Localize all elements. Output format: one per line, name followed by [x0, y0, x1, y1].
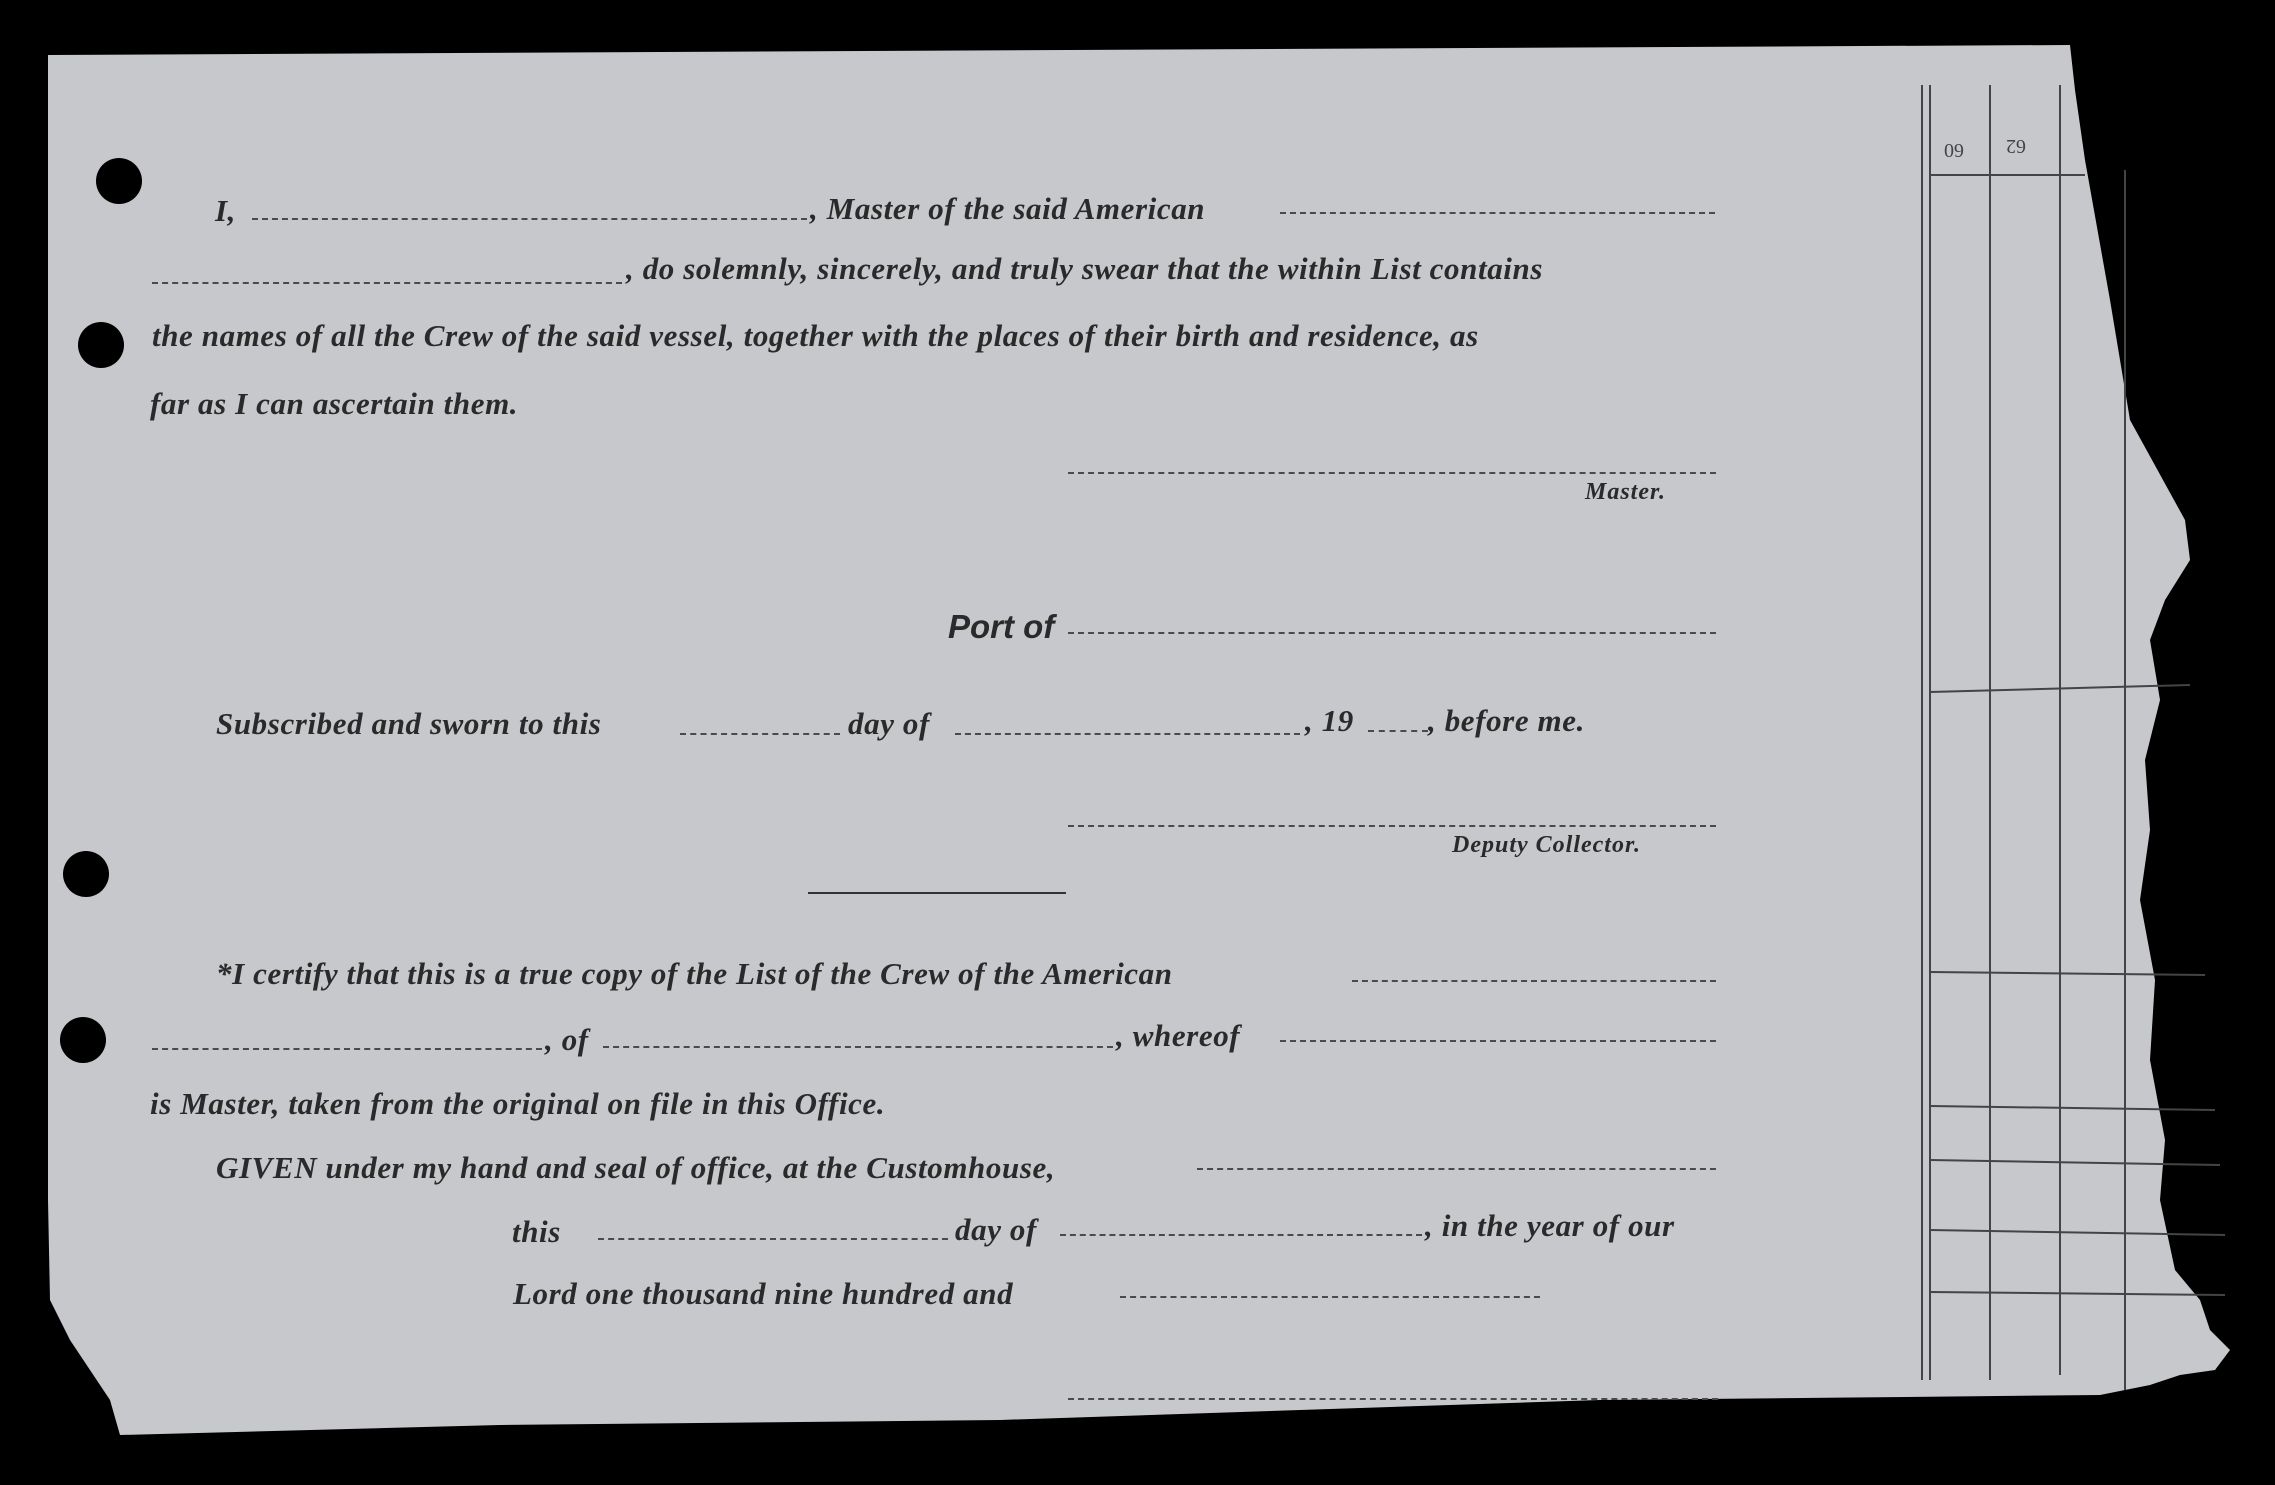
- certify-year-blank: [1120, 1296, 1540, 1298]
- sworn-text-4: , before me.: [1428, 703, 1585, 738]
- sworn-year-blank: [1368, 730, 1428, 732]
- certify-year-text: , in the year of our: [1425, 1208, 1675, 1243]
- sworn-text-1: Subscribed and sworn to this: [216, 706, 602, 741]
- punch-hole-2: [78, 322, 124, 368]
- certify-whereof: , whereof: [1116, 1018, 1241, 1053]
- customhouse-blank: [1197, 1168, 1716, 1170]
- punch-hole-4: [60, 1017, 106, 1063]
- certify-day-of: day of: [955, 1212, 1037, 1247]
- vessel-type-blank: [1280, 212, 1715, 214]
- sworn-text-3: , 19: [1305, 703, 1354, 738]
- collector-signature-label: Deputy Collector.: [1452, 832, 1641, 858]
- certify-vessel-type-blank: [1352, 980, 1716, 982]
- section-divider: [808, 892, 1066, 894]
- punch-hole-1: [96, 158, 142, 204]
- master-signature-line: [1068, 472, 1716, 474]
- port-label: Port of: [948, 608, 1055, 645]
- certify-line4: GIVEN under my hand and seal of office, at the Customhouse,: [216, 1150, 1056, 1185]
- column-number-1: 60: [1944, 139, 1964, 161]
- oath-line1-text: , Master of the said American: [810, 191, 1206, 226]
- certify-line6: Lord one thousand nine hundred and: [513, 1276, 1014, 1311]
- master-signature-label: Master.: [1585, 479, 1667, 505]
- sworn-text-2: day of: [848, 706, 930, 741]
- vessel-name-blank: [152, 282, 622, 284]
- column-number-2: 62: [2006, 135, 2026, 157]
- punch-hole-3: [63, 851, 109, 897]
- master-name-blank: [252, 218, 807, 220]
- bottom-signature-line: [1068, 1398, 1718, 1400]
- collector-signature-line: [1068, 825, 1716, 827]
- sworn-month-blank: [955, 733, 1300, 735]
- certify-month-blank: [1060, 1234, 1422, 1236]
- certify-of: , of: [545, 1022, 589, 1057]
- certify-port-blank: [603, 1046, 1113, 1048]
- certify-master-blank: [1280, 1040, 1716, 1042]
- certify-line1: *I certify that this is a true copy of the List of the Crew of the American: [216, 956, 1173, 991]
- oath-line2: , do solemnly, sincerely, and truly swear that the within List contains: [626, 251, 1544, 286]
- sworn-day-blank: [680, 733, 840, 735]
- oath-line3: the names of all the Crew of the said vessel, together with the places of their birth and residence, as: [152, 318, 1479, 353]
- oath-line1-prefix: I,: [215, 193, 237, 228]
- port-blank: [1068, 632, 1716, 634]
- certify-this: this: [512, 1214, 561, 1249]
- oath-line4: far as I can ascertain them.: [150, 386, 519, 421]
- certify-line3: is Master, taken from the original on file in this Office.: [150, 1086, 886, 1121]
- certify-vessel-name-blank: [152, 1048, 542, 1050]
- certify-day-blank: [598, 1238, 948, 1240]
